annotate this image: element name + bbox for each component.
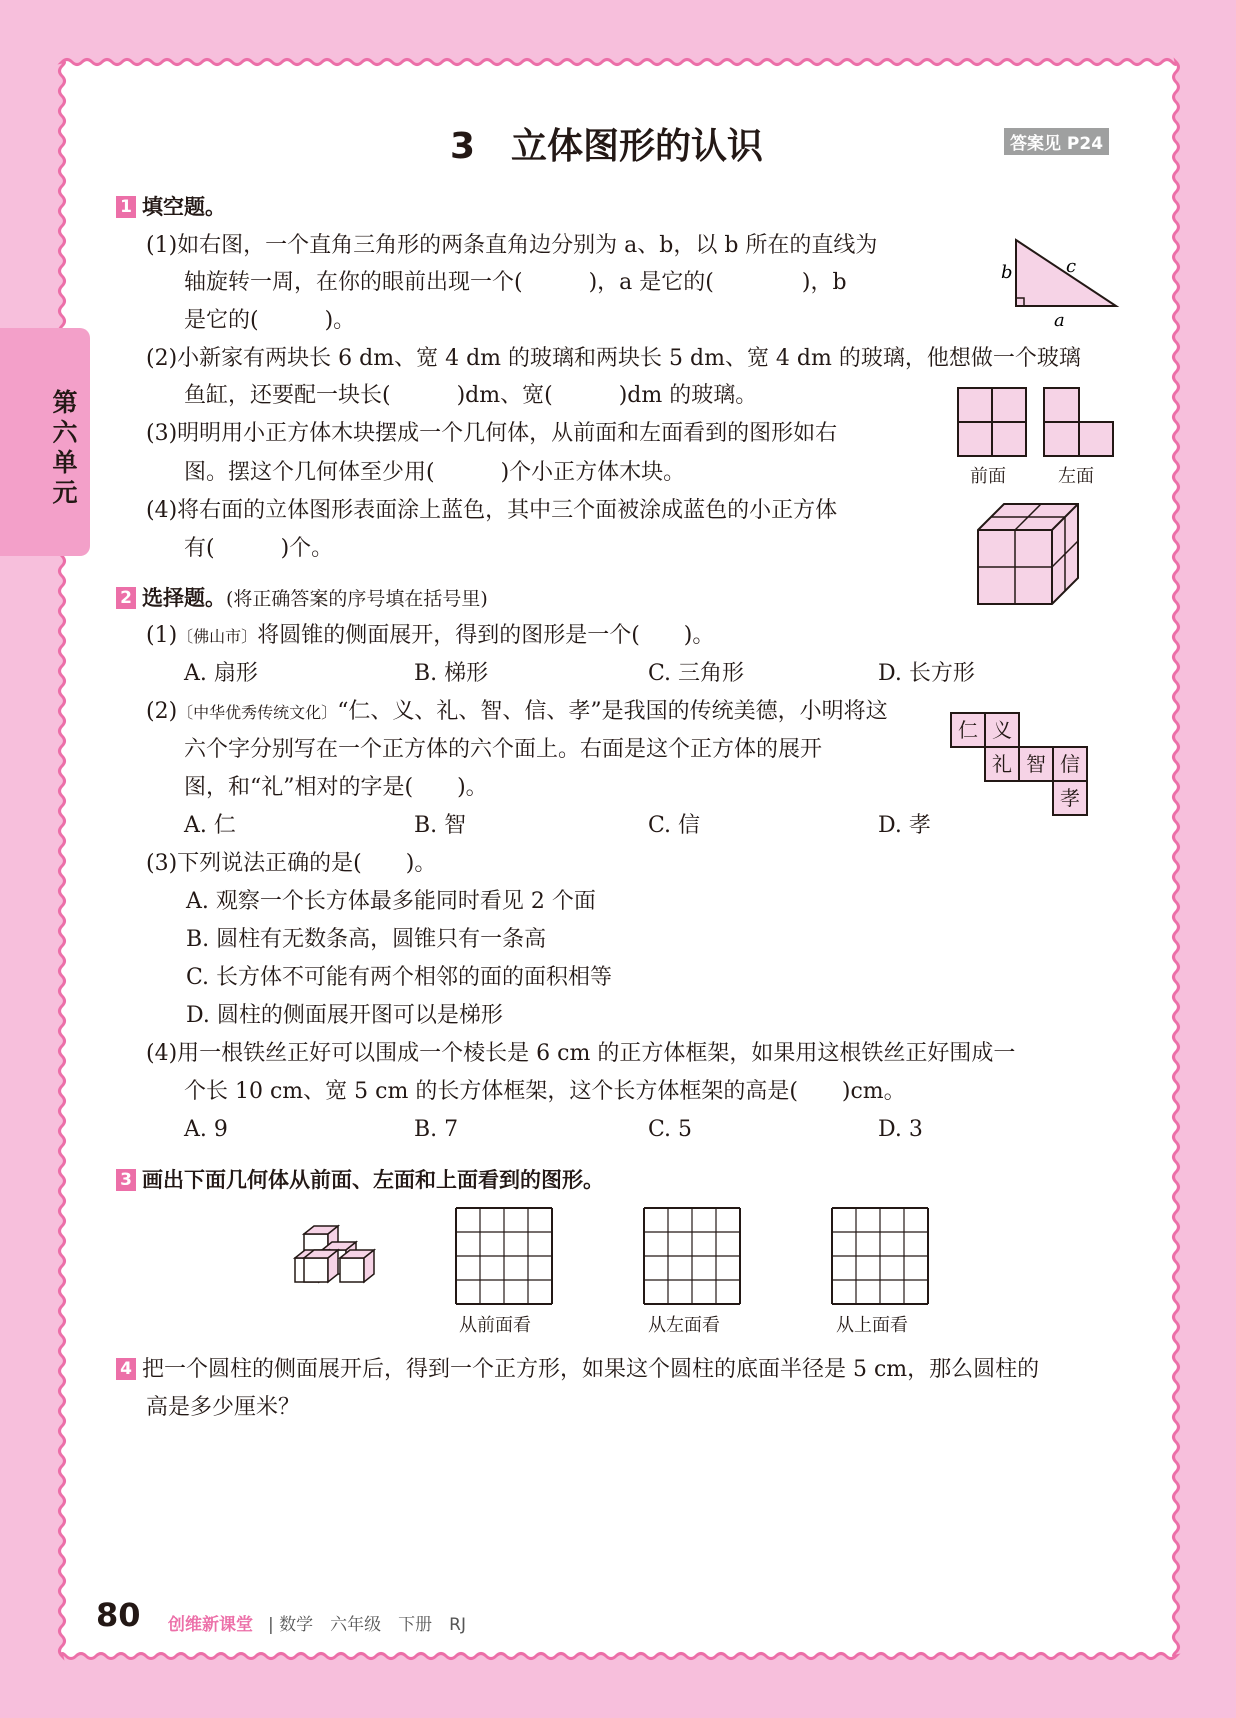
q4-number-badge: 4: [116, 1358, 136, 1380]
front-view-figure: [957, 387, 1027, 457]
q2-1-number: (1): [146, 623, 178, 648]
grid-top: [830, 1206, 930, 1310]
left-view-figure: [1043, 387, 1115, 457]
q1-1-line1: (1)如右图，一个直角三角形的两条直角边分别为 a、b，以 b 所在的直线为: [146, 233, 878, 258]
q2-1-option-b: B. 梯形: [414, 661, 489, 686]
q1-1-line3: 是它的( )。: [184, 308, 356, 333]
q2-4-option-b: B. 7: [414, 1117, 459, 1142]
cube-net-figure: [950, 712, 1090, 818]
q2-2-line3: 图，和“礼”相对的字是( )。: [184, 775, 488, 800]
q2-2-number: (2): [146, 699, 178, 724]
q2-3-option-c: C. 长方体不可能有两个相邻的面的面积相等: [186, 965, 613, 990]
q2-4-line2: 个长 10 cm、宽 5 cm 的长方体框架，这个长方体框架的高是( )cm。: [184, 1079, 906, 1104]
q2-3-line1: (3)下列说法正确的是( )。: [146, 851, 437, 876]
q2-3-option-d: D. 圆柱的侧面展开图可以是梯形: [186, 1003, 503, 1028]
q2-title-note: (将正确答案的序号填在括号里): [226, 588, 488, 610]
q2-1-line1: [146, 621, 714, 652]
q1-2-line2: 鱼缸，还要配一块长( )dm、宽( )dm 的玻璃。: [184, 383, 758, 408]
page-number: 80: [96, 1596, 141, 1634]
triangle-label-c: c: [1066, 256, 1077, 277]
footer-brand: 创维新课堂: [168, 1615, 253, 1635]
front-view-caption: 前面: [970, 466, 1006, 487]
answer-ref-badge: 答案见 P24: [1004, 128, 1109, 155]
cube-front-right: [340, 1250, 374, 1282]
q2-4-option-a: A. 9: [184, 1117, 228, 1142]
q3-number-badge: 3: [116, 1169, 136, 1191]
net-cell-xiao: 孝: [1052, 780, 1088, 816]
q2-3-option-b: B. 圆柱有无数条高，圆锥只有一条高: [186, 927, 547, 952]
q2-number-badge: 2: [116, 587, 136, 609]
q3-title: 画出下面几何体从前面、左面和上面看到的图形。: [142, 1168, 604, 1192]
q2-2-line2: 六个字分别写在一个正方体的六个面上。右面是这个正方体的展开: [184, 737, 823, 762]
side-tab-label: 第六单元: [52, 388, 78, 507]
q2-2-option-a: A. 仁: [184, 813, 236, 838]
net-cell-xin: 信: [1052, 746, 1088, 782]
q2-2-option-b: B. 智: [414, 813, 467, 838]
q2-4-option-c: C. 5: [648, 1117, 693, 1142]
cube-back-base: [304, 1250, 338, 1282]
q2-1-source-tag: 〔佛山市〕: [177, 627, 258, 646]
block-solid-figure: [292, 1214, 390, 1286]
q2-3-option-a: A. 观察一个长方体最多能同时看见 2 个面: [186, 889, 596, 914]
q1-4-line2: 有( )个。: [184, 536, 334, 561]
q1-number-badge: 1: [116, 196, 136, 218]
q1-heading: [116, 192, 226, 223]
q2-1-stem: 将圆锥的侧面展开，得到的图形是一个( )。: [257, 623, 715, 648]
q1-title: 填空题。: [142, 195, 226, 219]
q2-2-line1: [146, 697, 888, 728]
grid-left: [642, 1206, 742, 1310]
q2-1-option-c: C. 三角形: [648, 661, 745, 686]
q2-4-line1: (4)用一根铁丝正好可以围成一个棱长是 6 cm 的正方体框架，如果用这根铁丝正好围成一: [146, 1041, 1016, 1066]
left-view-caption: 左面: [1058, 466, 1094, 487]
caption-top-view: 从上面看: [836, 1315, 908, 1336]
q2-heading: [116, 583, 488, 614]
q1-4-line1: (4)将右面的立体图形表面涂上蓝色，其中三个面被涂成蓝色的小正方体: [146, 498, 838, 523]
net-cell-yi: 义: [984, 712, 1020, 748]
q4-stem-line1: 把一个圆柱的侧面展开后，得到一个正方形，如果这个圆柱的底面半径是 5 cm，那么圆柱的: [142, 1357, 1040, 1382]
triangle-label-a: a: [1054, 310, 1065, 330]
q1-2-line1: (2)小新家有两块长 6 dm、宽 4 dm 的玻璃和两块长 5 dm、宽 4 dm 的玻璃，他想做一个玻璃: [146, 346, 1081, 371]
q2-1-option-d: D. 长方形: [878, 661, 975, 686]
q4-line2: 高是多少厘米？: [146, 1395, 301, 1420]
net-cell-zhi: 智: [1018, 746, 1054, 782]
right-triangle-figure: [1000, 234, 1130, 330]
q2-2-option-c: C. 信: [648, 813, 701, 838]
grid-front: [454, 1206, 554, 1310]
q2-2-source-tag: 〔中华优秀传统文化〕: [177, 703, 338, 722]
q1-3-line1: (3)明明用小正方体木块摆成一个几何体，从前面和左面看到的图形如右: [146, 421, 838, 446]
caption-front-view: 从前面看: [459, 1315, 531, 1336]
q2-4-option-d: D. 3: [878, 1117, 923, 1142]
q2-title: 选择题。: [142, 586, 226, 610]
triangle-label-b: b: [1001, 262, 1013, 283]
q2-2-option-d: D. 孝: [878, 813, 931, 838]
q2-2-stem: “仁、义、礼、智、信、孝”是我国的传统美德，小明将这: [337, 699, 888, 724]
q4-line1: [116, 1355, 1039, 1385]
q1-1-line2: 轴旋转一周，在你的眼前出现一个( )，a 是它的( )，b: [184, 270, 847, 295]
q1-3-line2: 图。摆这个几何体至少用( )个小正方体木块。: [184, 460, 686, 485]
cube-figure: [974, 498, 1084, 608]
q2-1-option-a: A. 扇形: [184, 661, 258, 686]
page-title: 3 立体图形的认识: [450, 126, 764, 167]
net-cell-ren: 仁: [950, 712, 986, 748]
q3-heading: [116, 1165, 604, 1196]
net-cell-li: 礼: [984, 746, 1020, 782]
caption-left-view: 从左面看: [648, 1315, 720, 1336]
footer-info: | 数学 六年级 下册 RJ: [268, 1615, 466, 1635]
